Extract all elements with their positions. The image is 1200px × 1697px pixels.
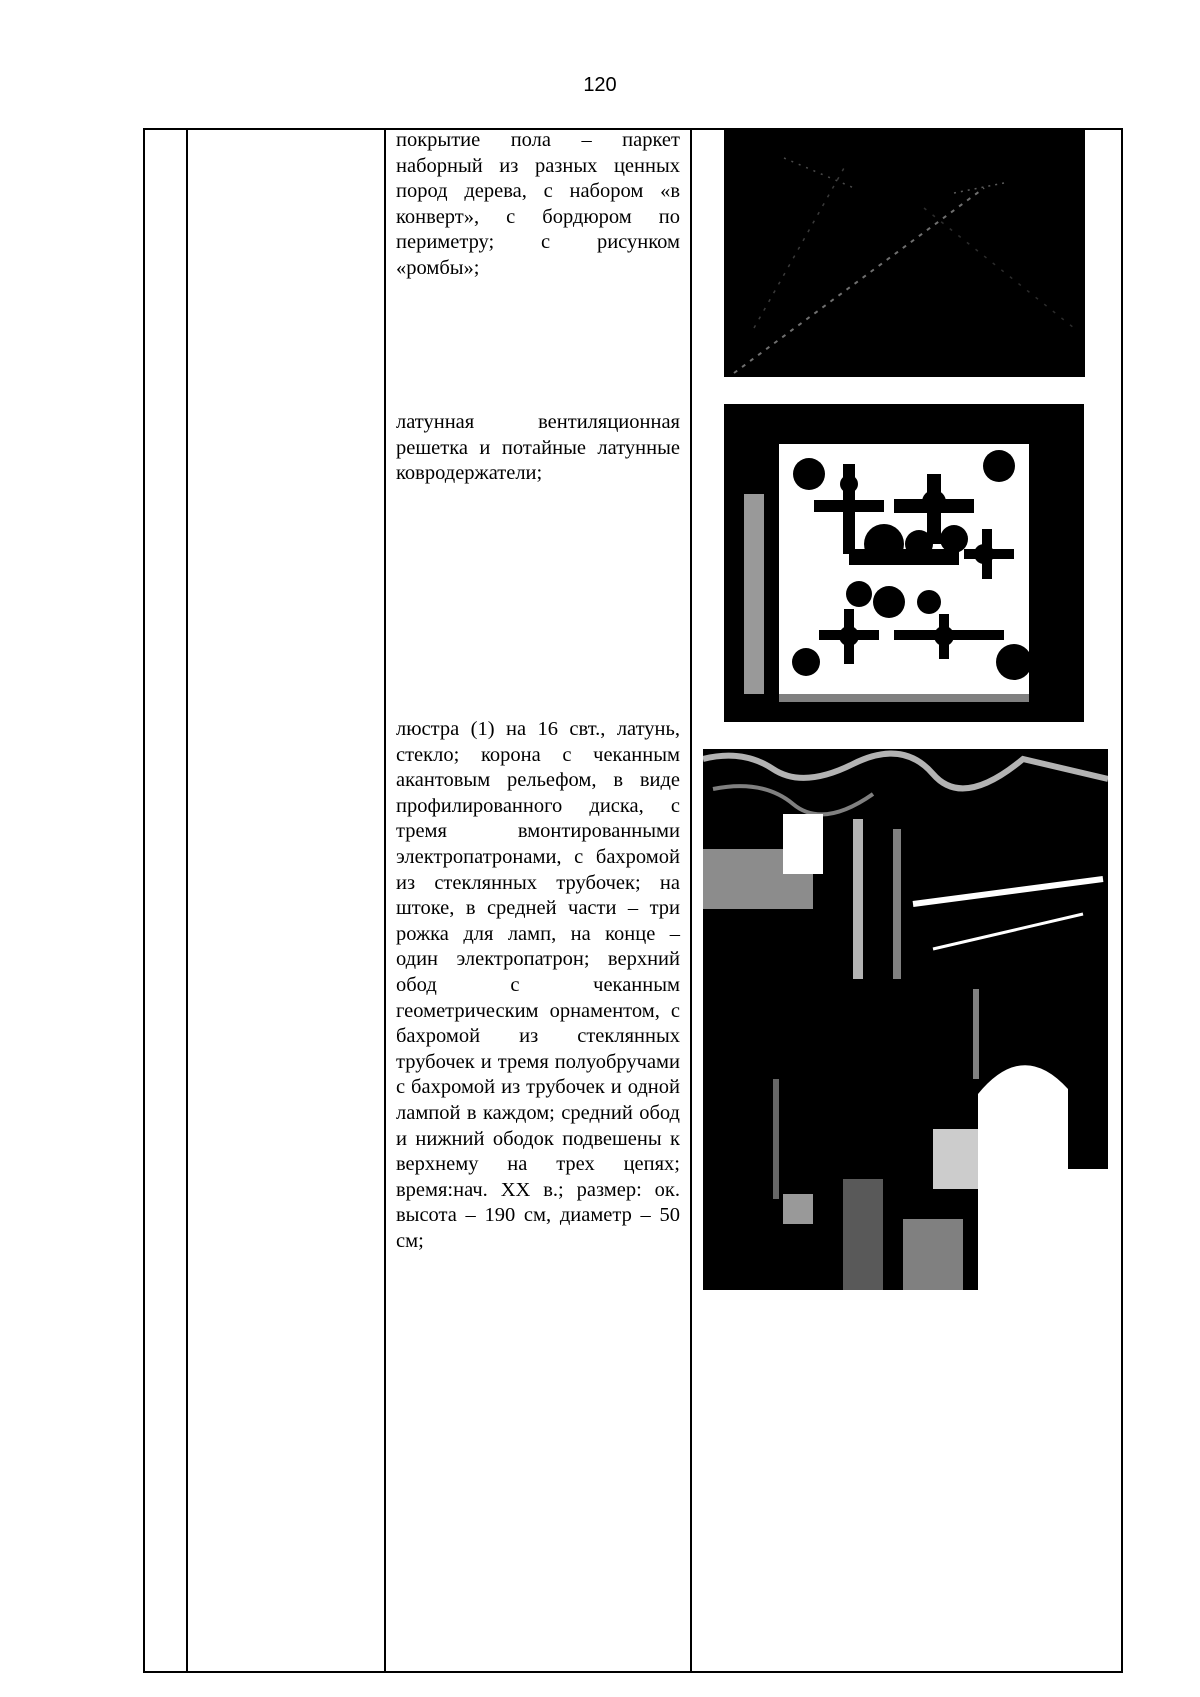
column-divider-2	[384, 130, 386, 1671]
column-divider-1	[186, 130, 188, 1671]
chandelier-photo	[703, 749, 1108, 1290]
entry-description-parquet: покрытие пола – паркет наборный из разных ценных пород дерева, с набором «в конверт», с бордюром по периметру; с рисунком «ромбы»;	[396, 129, 680, 279]
column-divider-3	[690, 130, 692, 1671]
entry-description-vent: латунная вентиляционная решетка и потайные латунные ковродержатели;	[396, 411, 680, 485]
page-number: 120	[583, 74, 617, 96]
brass-vent-grille-photo	[724, 404, 1084, 722]
parquet-floor-photo	[724, 128, 1085, 377]
entry-description-chandelier: люстра (1) на 16 свт., латунь, стекло; корона с чеканным акантовым рельефом, в виде профилированного диска, с тремя вмонтированными электропатронами, с бахромой из стеклянных трубочек; на штоке, в средней части – три рожка для ламп, на конце – один электропатрон; верхний обод с чеканным геометрическим орнаментом, с бахромой из стеклянных трубочек и тремя полуобручами с бахромой из трубочек и одной лампой в каждом; средний обод и нижний ободок подвешены к верхнему на трех цепях; время:нач. XX в.; размер: ок. высота – 190 см, диаметр – 50 см;	[396, 718, 680, 1252]
